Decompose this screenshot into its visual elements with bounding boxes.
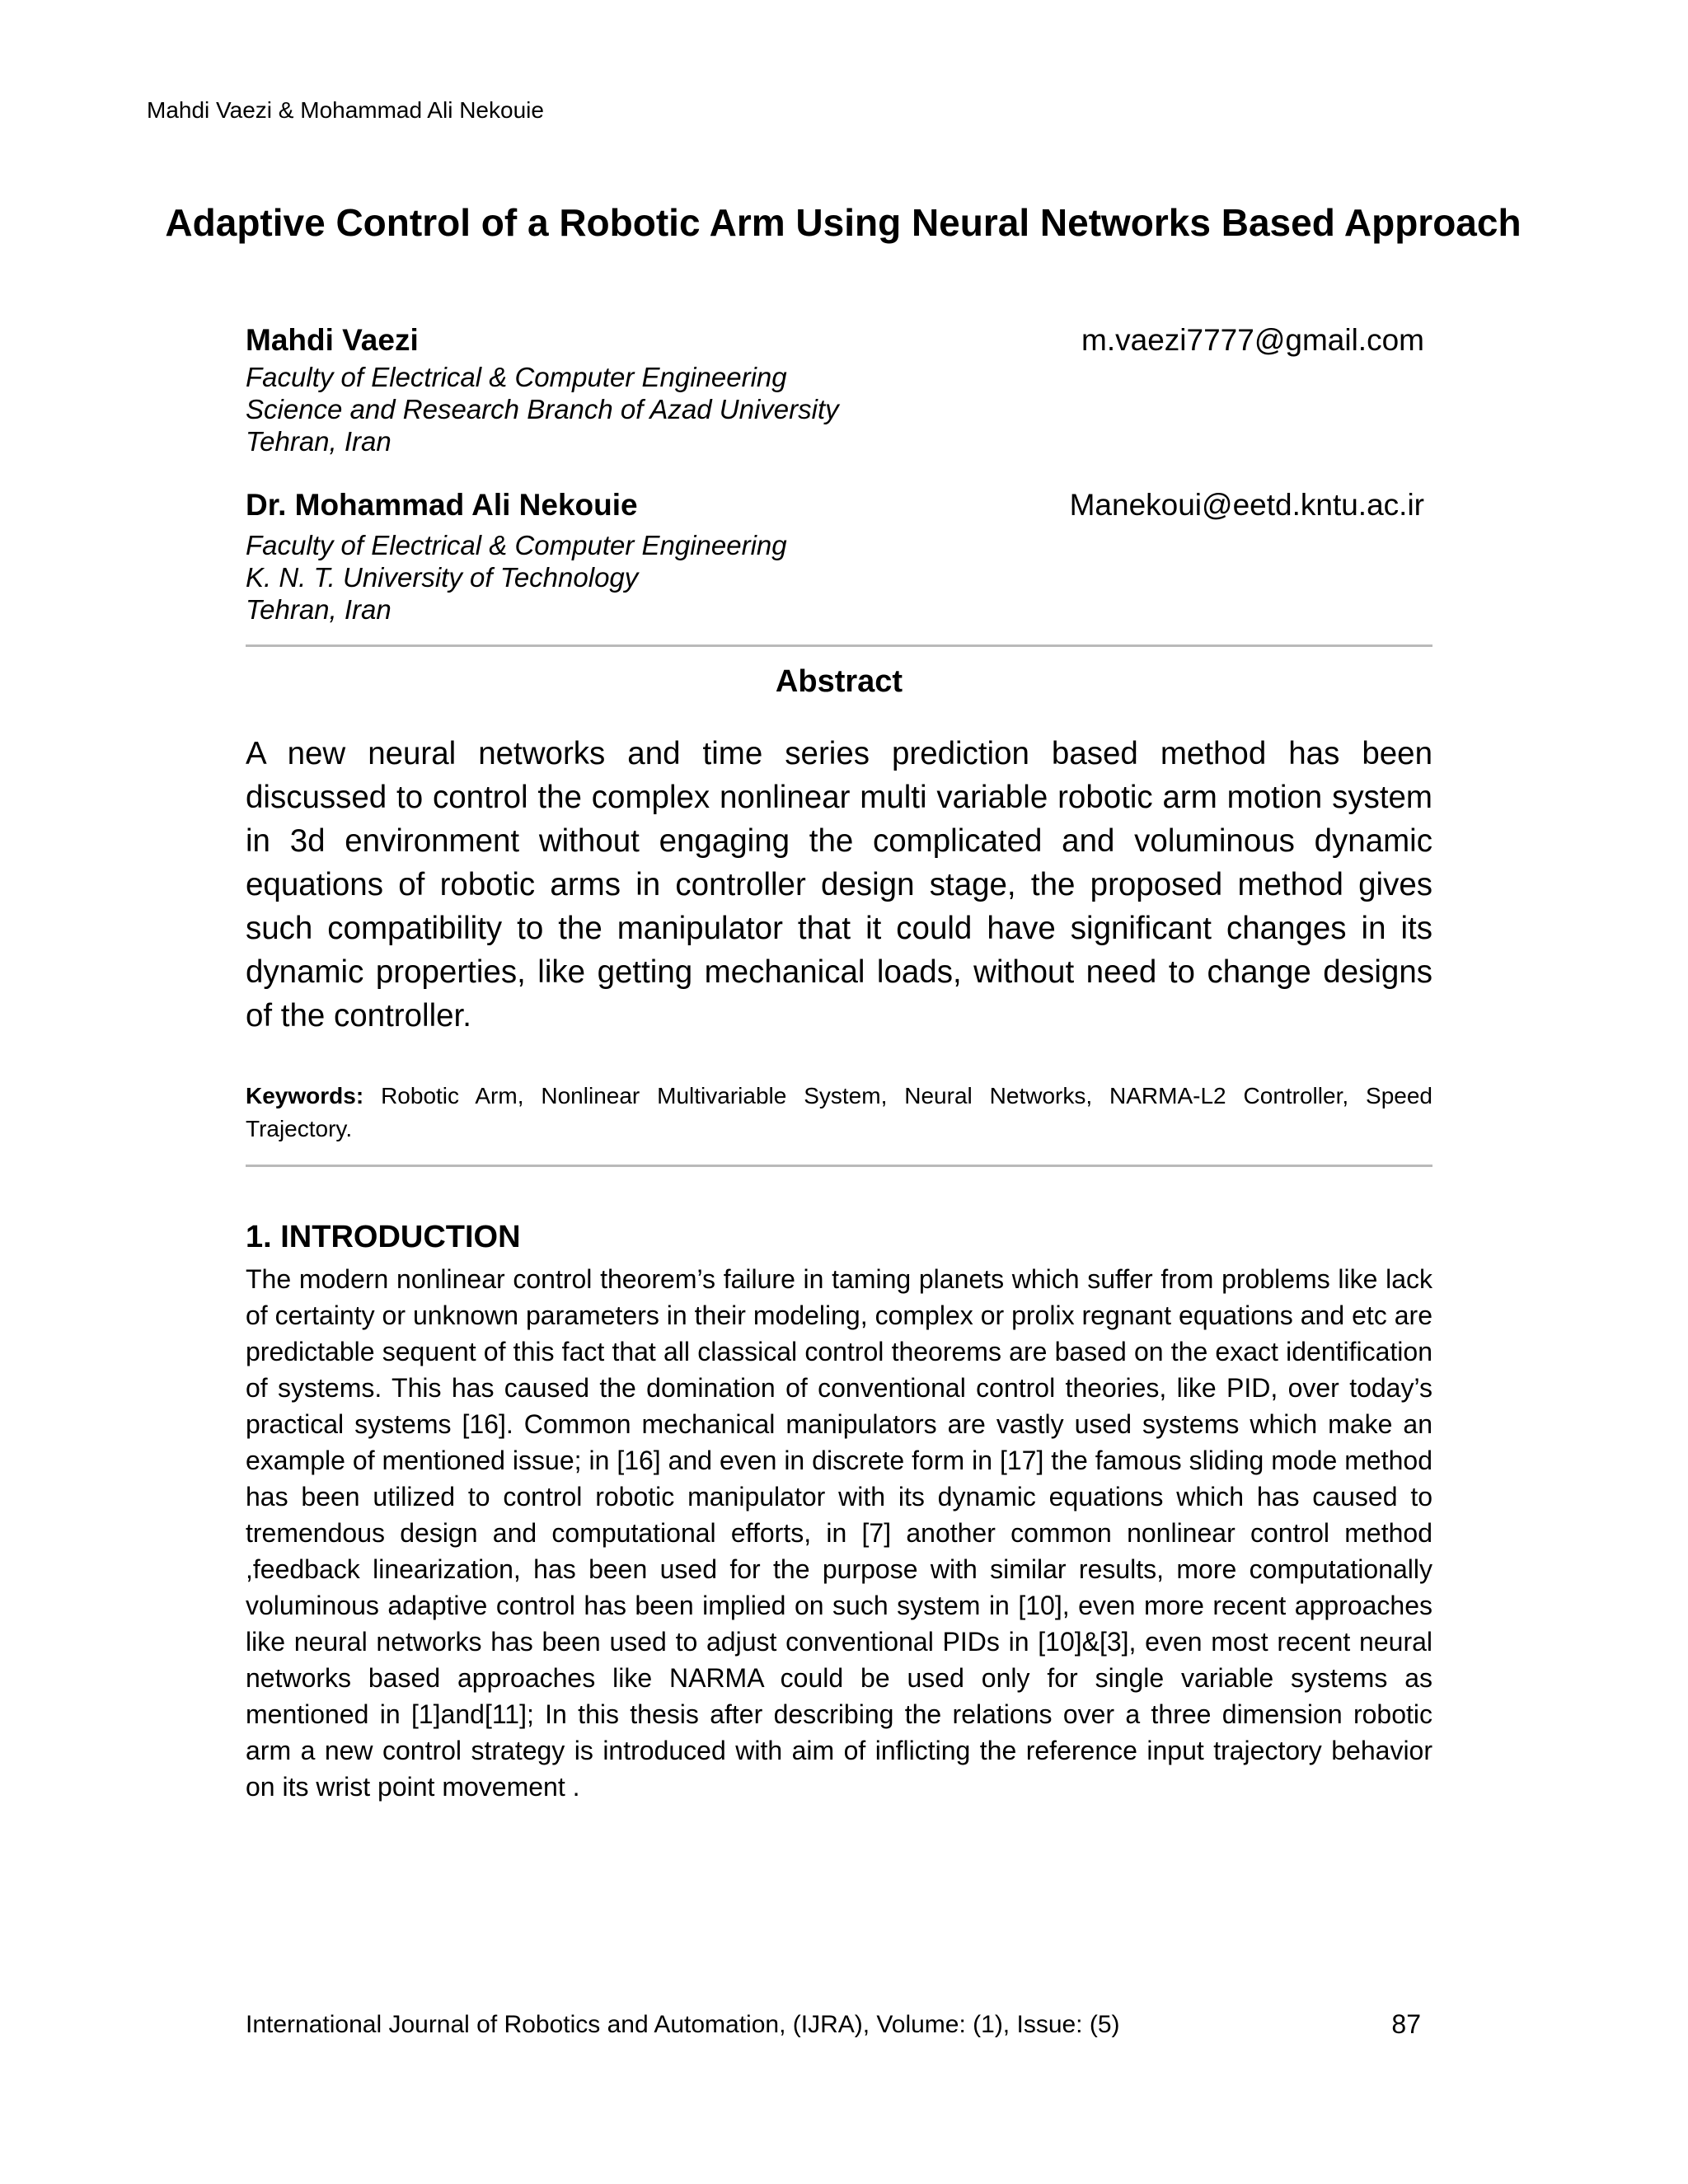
paper-title: Adaptive Control of a Robotic Arm Using Neural Networks Based Approach: [165, 201, 1522, 244]
keywords-text: Robotic Arm, Nonlinear Multivariable System, Neural Networks, NARMA-L2 Controller, Speed Trajectory.: [246, 1083, 1433, 1141]
author-2-affiliation: [246, 529, 787, 626]
abstract-heading: Abstract: [775, 664, 903, 699]
author-2-affiliation-line: Faculty of Electrical & Computer Engineering: [246, 530, 787, 560]
keywords-label: Keywords:: [246, 1083, 364, 1108]
author-2-affiliation-line: K. N. T. University of Technology: [246, 562, 639, 593]
author-1-affiliation-line: Faculty of Electrical & Computer Engineering: [246, 362, 787, 392]
footer-journal: International Journal of Robotics and Automation, (IJRA), Volume: (1), Issue: (5): [246, 2011, 1120, 2038]
divider-top: [246, 644, 1432, 647]
keywords: [246, 1080, 1432, 1146]
author-1-name: Mahdi Vaezi: [246, 323, 419, 357]
author-1-affiliation: [246, 361, 839, 457]
author-2-affiliation-line: Tehran, Iran: [246, 594, 392, 625]
author-1-affiliation-line: Science and Research Branch of Azad University: [246, 394, 839, 424]
divider-bottom: [246, 1165, 1432, 1167]
author-1-email: m.vaezi7777@gmail.com: [1081, 323, 1424, 357]
abstract-text: A new neural networks and time series prediction based method has been discussed to control the complex nonlinear multi variable robotic arm motion system in 3d environment without engaging the complicated and voluminous dynamic equations of robotic arms in controller design stage, the proposed method gives such compatibility to the manipulator that it could have significant changes in its dynamic properties, like getting mechanical loads, without need to change designs of the controller.: [246, 736, 1432, 1033]
author-2-email: Manekoui@eetd.kntu.ac.ir: [1069, 488, 1424, 522]
section-heading-introduction: 1. INTRODUCTION: [246, 1220, 521, 1254]
running-header: Mahdi Vaezi & Mohammad Ali Nekouie: [147, 97, 544, 123]
page-number: 87: [1391, 2009, 1421, 2039]
introduction-text: The modern nonlinear control theorem’s failure in taming planets which suffer from problems like lack of certainty or unknown parameters in their modeling, complex or prolix regnant equations and etc are predictable sequent of this fact that all classical control theorems are based on the exact identification of systems. This has caused the domination of conventional control theories, like PID, over today’s practical systems [16]. Common mechanical manipulators are vastly used systems which make an example of mentioned issue; in [16] and even in discrete form in [17] the famous sliding mode method has been utilized to control robotic manipulator with its dynamic equations which has caused to tremendous design and computational efforts, in [7] another common nonlinear control method ,feedback linearization, has been used for the purpose with similar results, more computationally voluminous adaptive control has been implied on such system in [10], even more recent approaches like neural networks has been used to adjust conventional PIDs in [10]&[3], even most recent neural networks based approaches like NARMA could be used only for single variable systems as mentioned in [1]and[11]; In this thesis after describing the relations over a three dimension robotic arm a new control strategy is introduced with aim of inflicting the reference input trajectory behavior on its wrist point movement .: [246, 1264, 1432, 1802]
author-2-name: Dr. Mohammad Ali Nekouie: [246, 488, 638, 522]
author-1-affiliation-line: Tehran, Iran: [246, 426, 392, 457]
